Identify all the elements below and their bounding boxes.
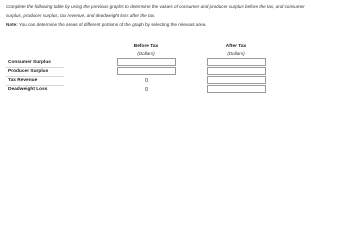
instructions-line-1: Complete the following table by using the previous graphs to determine the values of consumer and producer surplus before the tax, and consumer <box>6 4 305 9</box>
tax-revenue-before-tax-value: 0 <box>145 77 148 84</box>
column-header-before-tax: Before Tax <box>133 44 159 49</box>
row-divider <box>6 67 64 68</box>
column-header-after-tax: After Tax <box>225 44 247 49</box>
consumer-surplus-after-tax-input[interactable] <box>207 58 266 66</box>
producer-surplus-after-tax-input[interactable] <box>207 67 266 75</box>
note-label: Note: <box>6 22 18 27</box>
deadweight-loss-after-tax-input[interactable] <box>207 85 266 93</box>
row-label-deadweight-loss: Deadweight Loss <box>8 87 48 92</box>
consumer-surplus-before-tax-input[interactable] <box>117 58 176 66</box>
deadweight-loss-before-tax-value: 0 <box>145 86 148 93</box>
row-label-consumer-surplus: Consumer Surplus <box>8 60 51 65</box>
tax-revenue-after-tax-input[interactable] <box>207 76 266 84</box>
instructions-text <box>6 3 346 20</box>
row-divider <box>6 85 64 86</box>
column-subheader-after-tax: (Dollars) <box>227 51 245 56</box>
note-text <box>6 22 206 27</box>
note-body: You can determine the areas of different portions of the graph by selecting the relevant area. <box>18 22 207 27</box>
column-subheader-before-tax: (Dollars) <box>137 51 155 56</box>
instructions-line-2: surplus, producer surplus, tax revenue, and deadweight loss after the tax. <box>6 12 156 18</box>
row-divider <box>6 76 64 77</box>
row-label-tax-revenue: Tax Revenue <box>8 78 38 83</box>
row-label-producer-surplus: Producer Surplus <box>8 69 49 74</box>
producer-surplus-before-tax-input[interactable] <box>117 67 176 75</box>
